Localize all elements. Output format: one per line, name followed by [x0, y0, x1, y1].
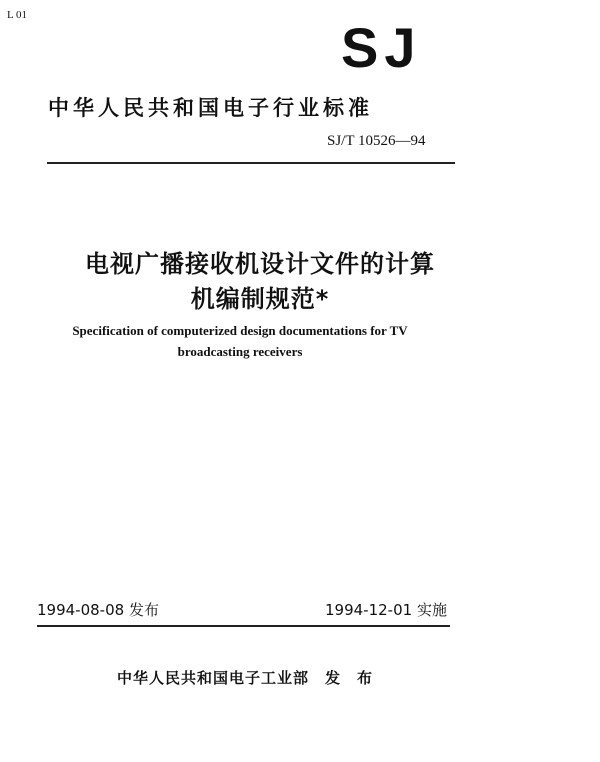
title-chinese: 电视广播接收机设计文件的计算机编制规范*: [85, 250, 435, 313]
title-english: Specification of computerized design documentations for TV broadcasting receivers: [72, 323, 408, 359]
classification-code: L 01: [7, 9, 28, 21]
standard-number: SJ/T 10526—94: [327, 133, 426, 149]
standard-header: 中华人民共和国电子行业标准: [48, 96, 373, 120]
footer-divider: [37, 625, 450, 627]
issue-date: 1994-08-08 发布: [37, 601, 159, 619]
header-divider: [47, 162, 455, 164]
publisher: 中华人民共和国电子工业部 发 布: [117, 669, 374, 687]
implementation-date: 1994-12-01 实施: [325, 601, 447, 619]
sj-logo: SJ: [341, 16, 422, 79]
